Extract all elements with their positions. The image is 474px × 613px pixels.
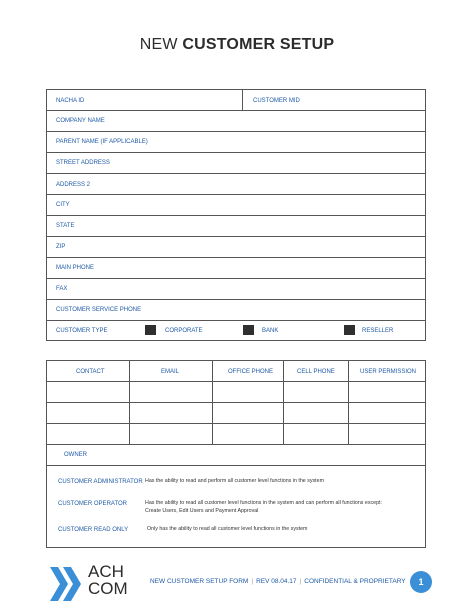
- main-phone-field[interactable]: MAIN PHONE: [56, 265, 95, 271]
- footer-info: [150, 578, 406, 585]
- title-main: CUSTOMER SETUP: [182, 36, 335, 53]
- header-contact: CONTACT: [76, 369, 105, 375]
- city-field[interactable]: CITY: [56, 202, 70, 208]
- parent-name-field[interactable]: PARENT NAME (IF APPLICABLE): [56, 139, 148, 145]
- customer-mid-field[interactable]: CUSTOMER MID: [253, 98, 300, 104]
- achcom-logo: [50, 563, 160, 603]
- contact-row-2[interactable]: [47, 403, 425, 423]
- address-2-field[interactable]: ADDRESS 2: [56, 182, 91, 188]
- fax-field[interactable]: FAX: [56, 286, 68, 292]
- contacts-table: [46, 360, 426, 548]
- header-user-permission: USER PERMISSION: [360, 369, 417, 375]
- zip-field[interactable]: ZIP: [56, 244, 66, 250]
- reseller-option-label: RESELLER: [362, 328, 394, 334]
- bank-checkbox[interactable]: [243, 325, 254, 335]
- footer-form-name: NEW CUSTOMER SETUP FORM: [150, 578, 249, 585]
- page-number-badge: 1: [410, 571, 432, 593]
- company-name-field[interactable]: COMPANY NAME: [56, 118, 105, 124]
- owner-field[interactable]: OWNER: [64, 452, 87, 458]
- footer-separator: |: [251, 578, 254, 585]
- header-office-phone: OFFICE PHONE: [228, 369, 274, 375]
- role-name-administrator: CUSTOMER ADMINISTRATOR: [58, 479, 143, 485]
- page-title: [0, 36, 474, 54]
- chevrons-icon: [50, 567, 86, 601]
- logo-text-bottom: COM: [88, 579, 128, 598]
- customer-info-form: [46, 89, 426, 341]
- street-address-field[interactable]: STREET ADDRESS: [56, 160, 110, 166]
- customer-type-label: CUSTOMER TYPE: [56, 328, 108, 334]
- logo-text-top: ACH: [88, 562, 124, 581]
- nacha-id-field[interactable]: NACHA ID: [56, 98, 85, 104]
- footer-rev: REV 08.04.17: [256, 578, 297, 585]
- state-field[interactable]: STATE: [56, 223, 75, 229]
- role-desc-operator-2: Create Users, Edit Users and Payment Approval: [145, 508, 259, 514]
- role-name-read-only: CUSTOMER READ ONLY: [58, 527, 129, 533]
- role-name-operator: CUSTOMER OPERATOR: [58, 501, 128, 507]
- title-prefix: NEW: [139, 36, 178, 53]
- footer-confidential: CONFIDENTIAL & PROPRIETARY: [304, 578, 406, 585]
- role-desc-administrator: Has the ability to read and perform all customer level functions in the system: [145, 478, 325, 484]
- header-email: EMAIL: [161, 369, 180, 375]
- header-cell-phone: CELL PHONE: [297, 369, 335, 375]
- customer-service-phone-field[interactable]: CUSTOMER SERVICE PHONE: [56, 307, 142, 313]
- corporate-option-label: CORPORATE: [165, 328, 203, 334]
- role-desc-operator: Has the ability to read all customer level functions in the system and can perform all functions except:: [145, 500, 383, 506]
- bank-option-label: BANK: [262, 328, 279, 334]
- role-desc-read-only: Only has the ability to read all customer level functions in the system: [147, 526, 308, 532]
- reseller-checkbox[interactable]: [344, 325, 355, 335]
- contact-row-3[interactable]: [47, 424, 425, 444]
- footer-separator: |: [299, 578, 302, 585]
- contact-row-1[interactable]: [47, 382, 425, 402]
- corporate-checkbox[interactable]: [145, 325, 156, 335]
